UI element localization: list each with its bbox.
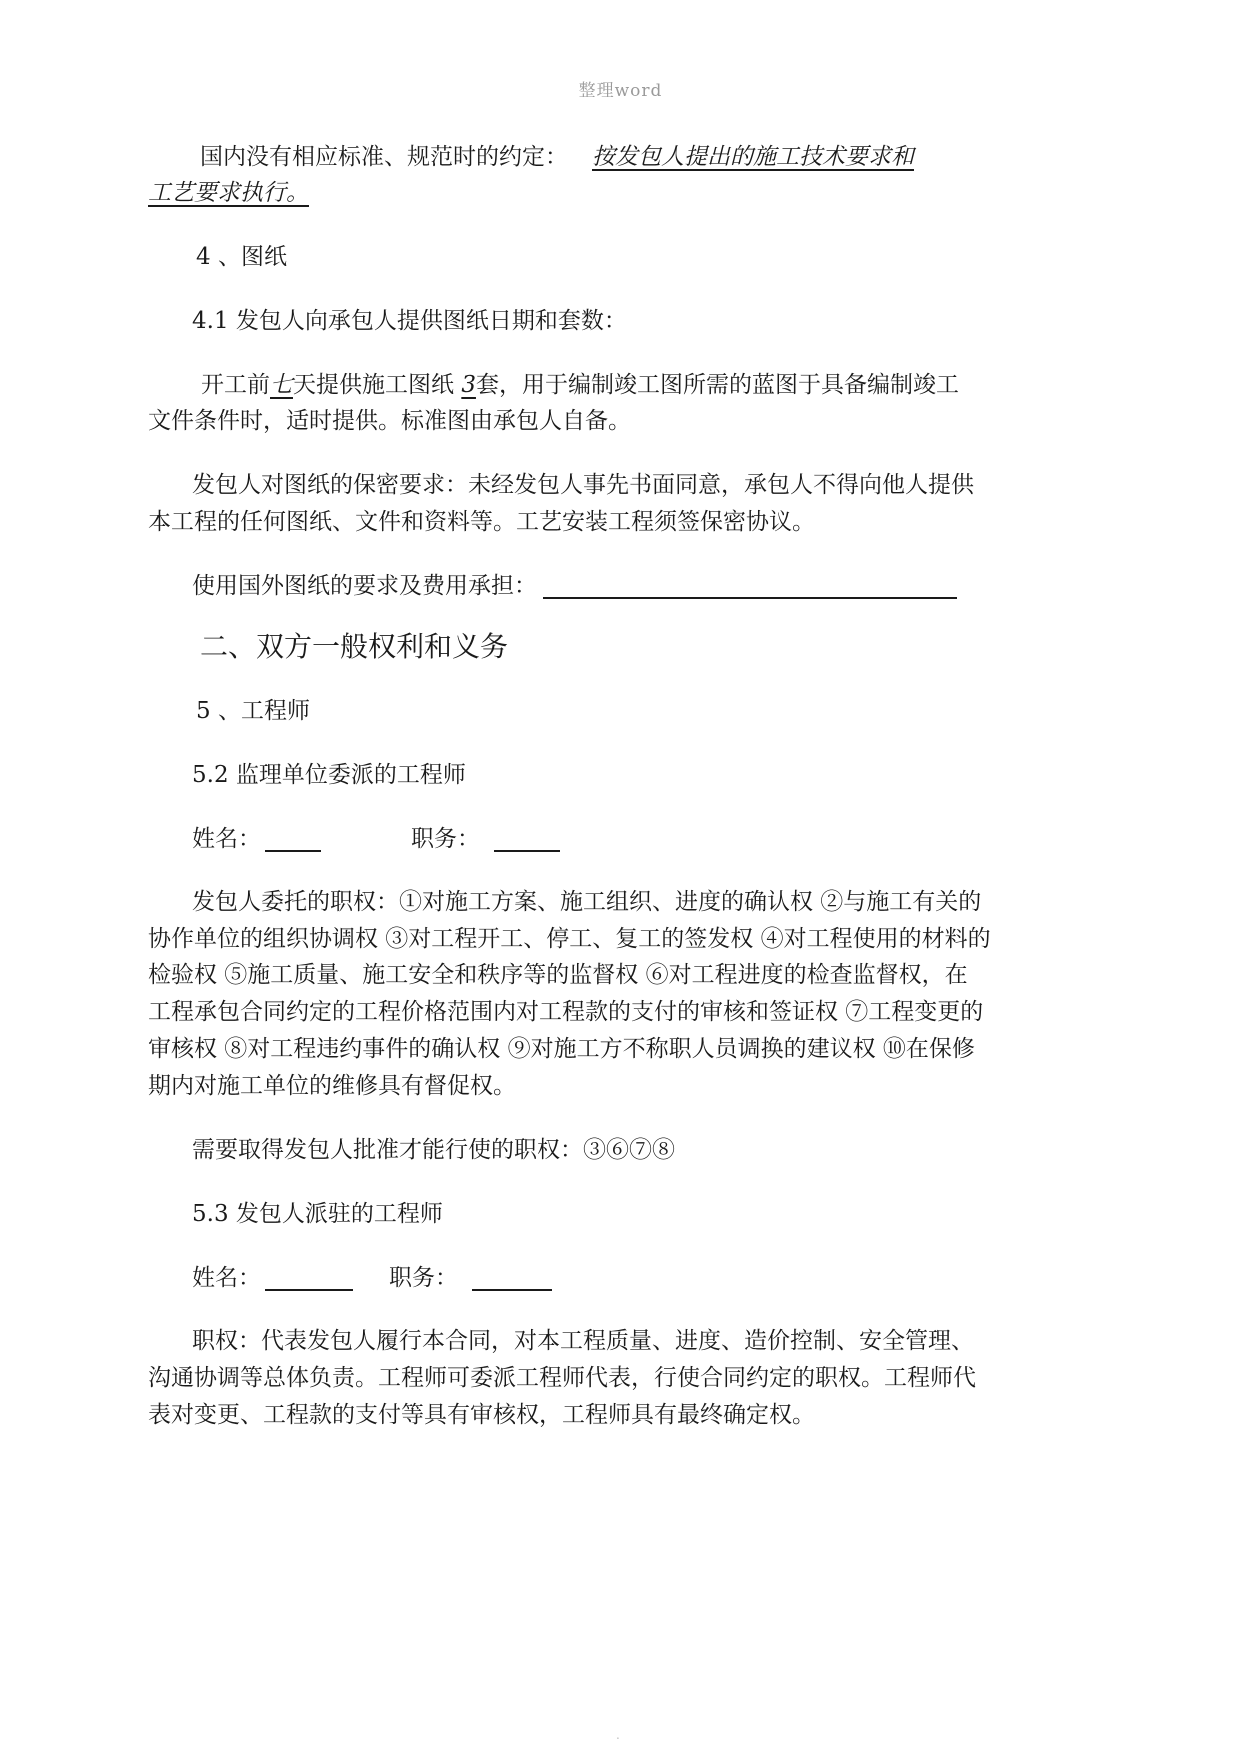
section-5-3-title: 5.3 发包人派驻的工程师 bbox=[192, 1201, 443, 1227]
drawings-paragraph-line2: 文件条件时，适时提供。标准图由承包人自备。 bbox=[148, 408, 631, 434]
supervisor-name-blank[interactable] bbox=[265, 824, 321, 852]
standards-label: 国内没有相应标准、规范时的约定： bbox=[200, 144, 568, 170]
supervisor-name-label: 姓名： bbox=[192, 826, 261, 852]
duties-line1: 职权：代表发包人履行本合同，对本工程质量、进度、造价控制、安全管理、 bbox=[192, 1328, 974, 1354]
authority-line6: 期内对施工单位的维修具有督促权。 bbox=[148, 1073, 516, 1099]
part-2-title: 二、双方一般权利和义务 bbox=[200, 630, 509, 663]
secrecy-paragraph-line1: 发包人对图纸的保密要求：未经发包人事先书面同意，承包人不得向他人提供 bbox=[192, 472, 974, 498]
section-4-1-title: 4.1 发包人向承包人提供图纸日期和套数： bbox=[192, 308, 627, 334]
supervisor-name-post-line bbox=[192, 819, 1112, 860]
authority-line3: 检验权 ⑤施工质量、施工安全和秩序等的监督权 ⑥对工程进度的检查监督权，在 bbox=[148, 962, 968, 988]
foreign-drawings-blank[interactable] bbox=[543, 571, 957, 599]
duties-line3: 表对变更、工程款的支付等具有审核权，工程师具有最终确定权。 bbox=[148, 1402, 815, 1428]
standards-paragraph-line2 bbox=[148, 173, 1068, 214]
drawings-prefix: 开工前 bbox=[201, 372, 270, 398]
employer-engineer-name-post-line bbox=[192, 1258, 1112, 1299]
authority-line1: 发包人委托的职权：①对施工方案、施工组织、进度的确认权 ②与施工有关的 bbox=[192, 889, 982, 915]
employer-engineer-post-label: 职务： bbox=[389, 1265, 458, 1291]
authority-line4: 工程承包合同约定的工程价格范围内对工程款的支付的审核和签证权 ⑦工程变更的 bbox=[148, 999, 984, 1025]
drawings-days: 七 bbox=[270, 372, 293, 398]
drawings-sets: 3 bbox=[461, 372, 476, 398]
section-5-2-title: 5.2 监理单位委派的工程师 bbox=[192, 762, 466, 788]
section-5-title: 5 、工程师 bbox=[196, 698, 310, 724]
employer-engineer-name-label: 姓名： bbox=[192, 1265, 261, 1291]
approval-line: 需要取得发包人批准才能行使的职权：③⑥⑦⑧ bbox=[192, 1137, 675, 1163]
drawings-rest: 套，用于编制竣工图所需的蓝图于具备编制竣工 bbox=[475, 372, 959, 398]
foreign-drawings-label: 使用国外图纸的要求及费用承担： bbox=[192, 573, 537, 599]
page-footer-mark: . bbox=[616, 1728, 620, 1742]
foreign-drawings-line bbox=[192, 566, 1112, 607]
standards-paragraph-line1 bbox=[200, 137, 1120, 178]
standards-value: 按发包人提出的施工技术要求和 bbox=[592, 144, 914, 170]
drawings-paragraph-line1 bbox=[201, 365, 1121, 406]
employer-engineer-post-blank[interactable] bbox=[472, 1263, 552, 1291]
employer-engineer-name-blank[interactable] bbox=[265, 1263, 353, 1291]
duties-line2: 沟通协调等总体负责。工程师可委派工程师代表，行使合同约定的职权。工程师代 bbox=[148, 1365, 976, 1391]
authority-line5: 审核权 ⑧对工程违约事件的确认权 ⑨对施工方不称职人员调换的建议权 ⑩在保修 bbox=[148, 1036, 975, 1062]
authority-line2: 协作单位的组织协调权 ③对工程开工、停工、复工的签发权 ④对工程使用的材料的 bbox=[148, 926, 991, 952]
standards-value-cont: 工艺要求执行。 bbox=[148, 180, 309, 206]
page-header: 整理word bbox=[578, 81, 663, 101]
supervisor-post-label: 职务： bbox=[411, 826, 480, 852]
section-4-title: 4 、图纸 bbox=[196, 244, 287, 270]
drawings-mid: 天提供施工图纸 bbox=[293, 372, 454, 398]
secrecy-paragraph-line2: 本工程的任何图纸、文件和资料等。工艺安装工程须签保密协议。 bbox=[148, 509, 815, 535]
supervisor-post-blank[interactable] bbox=[494, 824, 560, 852]
